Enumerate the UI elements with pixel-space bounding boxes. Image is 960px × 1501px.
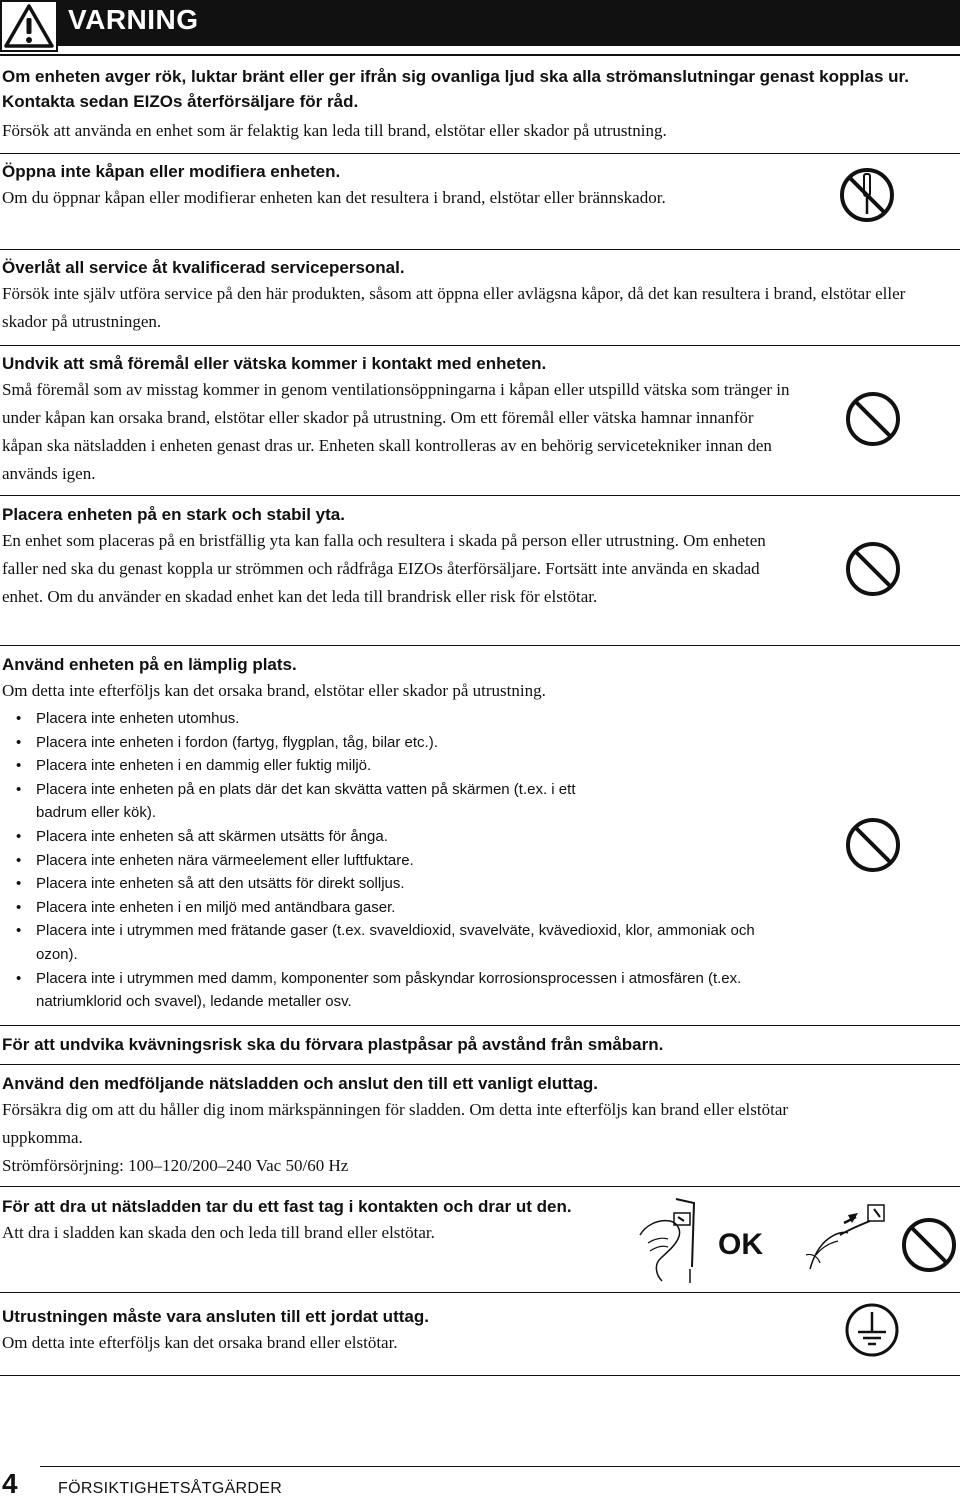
divider xyxy=(0,495,960,496)
section-heading: Använd den medföljande nätsladden och anslut den till ett vanligt eluttag. xyxy=(2,1074,599,1093)
prohibited-icon xyxy=(900,1216,958,1274)
section-heading: Överlåt all service åt kvalificerad servicepersonal. xyxy=(2,258,405,277)
section-power-cord xyxy=(0,1072,960,1180)
warning-banner xyxy=(58,0,960,46)
placement-list xyxy=(0,707,790,1014)
section-body: Om detta inte efterföljs kan det orsaka brand, elstötar eller skador på utrustning. xyxy=(2,681,546,700)
section-suffocation xyxy=(0,1033,960,1057)
section-body: Om detta inte efterföljs kan det orsaka brand eller elstötar. xyxy=(2,1333,398,1352)
header-rule xyxy=(0,54,960,56)
power-rating: Strömförsörjning: 100–120/200–240 Vac 50/60 Hz xyxy=(2,1156,349,1175)
section-objects-liquid xyxy=(0,352,960,488)
section-heading: För att dra ut nätsladden tar du ett fast tag i kontakten och drar ut den. xyxy=(2,1197,572,1216)
section-body: Försök inte själv utföra service på den här produkten, såsom att öppna eller avlägsna kåpor, då det kan resultera i brand, elstötar eller skador på utrustningen. xyxy=(2,284,906,331)
section-service xyxy=(0,256,960,336)
ground-icon xyxy=(842,1300,902,1360)
section-smoke xyxy=(0,64,960,145)
footer-rule xyxy=(40,1466,960,1467)
prohibited-icon xyxy=(844,816,902,874)
section-heading: Om enheten avger rök, luktar bränt eller ger ifrån sig ovanliga ljud ska alla strömanslutningar genast kopplas ur. Kontakta sedan EIZOs återförsäljare för råd. xyxy=(2,67,909,111)
divider xyxy=(0,645,960,646)
section-heading: Använd enheten på en lämplig plats. xyxy=(2,655,297,674)
section-body: Om du öppnar kåpan eller modifierar enheten kan det resultera i brand, elstötar eller brännskador. xyxy=(2,188,666,207)
section-body: Små föremål som av misstag kommer in genom ventilationsöppningarna i kåpan eller utspilld vätska som tränger in under kåpan kan orsaka brand, elstötar eller skador på utrustning. Om ett föremål eller vätska hamnar innanför kåpan ska nätsladden i enheten genast dras ur. Enheten skall kontrolleras av en behörig servicetekniker innan den används igen. xyxy=(2,380,790,483)
list-item: • Placera inte i utrymmen med frätande gaser (t.ex. svaveldioxid, svavelväte, kvävedioxid, klor, ammoniak och ozon). xyxy=(0,919,790,966)
divider xyxy=(0,153,960,154)
section-heading: För att undvika kvävningsrisk ska du förvara plastpåsar på avstånd från småbarn. xyxy=(2,1035,664,1054)
prohibited-icon xyxy=(844,390,902,448)
divider xyxy=(0,345,960,346)
no-disassembly-icon xyxy=(838,166,896,224)
section-heading: Öppna inte kåpan eller modifiera enheten. xyxy=(2,162,341,181)
divider xyxy=(0,1064,960,1065)
list-item: • Placera inte enheten i en dammig eller fuktig miljö. xyxy=(0,754,790,778)
list-item: • Placera inte enheten så att skärmen utsätts för ånga. xyxy=(0,825,790,849)
list-item: • Placera inte enheten i fordon (fartyg, flygplan, tåg, bilar etc.). xyxy=(0,731,790,755)
divider xyxy=(0,1025,960,1026)
divider xyxy=(0,249,960,250)
section-body: En enhet som placeras på en bristfällig yta kan falla och resultera i skada på person eller utrustning. Om enheten faller ned ska du genast koppla ur strömmen och rådfråga EIZOs återförsäljare. Fortsätt inte använda en skadad enhet. Om du använder en skadad enhet kan det leda till brandrisk eller risk för elstötar. xyxy=(2,531,766,606)
cord-pull-icon xyxy=(804,1195,894,1275)
section-grounding xyxy=(0,1305,960,1357)
section-body: Att dra i sladden kan skada den och leda till brand eller elstötar. xyxy=(2,1223,435,1242)
section-stable-surface xyxy=(0,503,960,611)
plug-pull-ok-icon xyxy=(636,1195,706,1285)
section-suitable-place xyxy=(0,653,960,1014)
list-item: • Placera inte enheten på en plats där det kan skvätta vatten på skärmen (t.ex. i ett badrum eller kök). xyxy=(0,778,790,825)
section-open-cover xyxy=(0,160,960,212)
warning-header xyxy=(0,0,960,58)
warning-box xyxy=(0,0,58,52)
divider xyxy=(0,1292,960,1293)
divider xyxy=(0,1186,960,1187)
list-item: • Placera inte enheten nära värmeelement eller luftfuktare. xyxy=(0,849,790,873)
divider xyxy=(0,1375,960,1376)
list-item: • Placera inte enheten så att den utsätts för direkt solljus. xyxy=(0,872,790,896)
section-body: Försök att använda en enhet som är felaktig kan leda till brand, elstötar eller skador på utrustning. xyxy=(2,121,667,140)
ok-label: OK xyxy=(718,1228,763,1261)
list-item: • Placera inte i utrymmen med damm, komponenter som påskyndar korrosionsprocessen i atmosfären (t.ex. natriumklorid och svavel), ledande metaller osv. xyxy=(0,967,790,1014)
prohibited-icon xyxy=(844,540,902,598)
warning-title: VARNING xyxy=(68,4,199,35)
section-body: Försäkra dig om att du håller dig inom märkspänningen för sladden. Om detta inte efterföljs kan brand eller elstötar uppkomma. xyxy=(2,1100,789,1147)
list-item: • Placera inte enheten utomhus. xyxy=(0,707,790,731)
section-heading: Placera enheten på en stark och stabil yta. xyxy=(2,505,345,524)
warning-triangle-icon xyxy=(2,2,56,50)
footer-section-title: FÖRSIKTIGHETSÅTGÄRDER xyxy=(58,1480,283,1497)
page-number: 4 xyxy=(2,1468,18,1499)
list-item: • Placera inte enheten i en miljö med antändbara gaser. xyxy=(0,896,790,920)
section-heading: Utrustningen måste vara ansluten till ett jordat uttag. xyxy=(2,1307,429,1326)
section-heading: Undvik att små föremål eller vätska kommer i kontakt med enheten. xyxy=(2,354,547,373)
